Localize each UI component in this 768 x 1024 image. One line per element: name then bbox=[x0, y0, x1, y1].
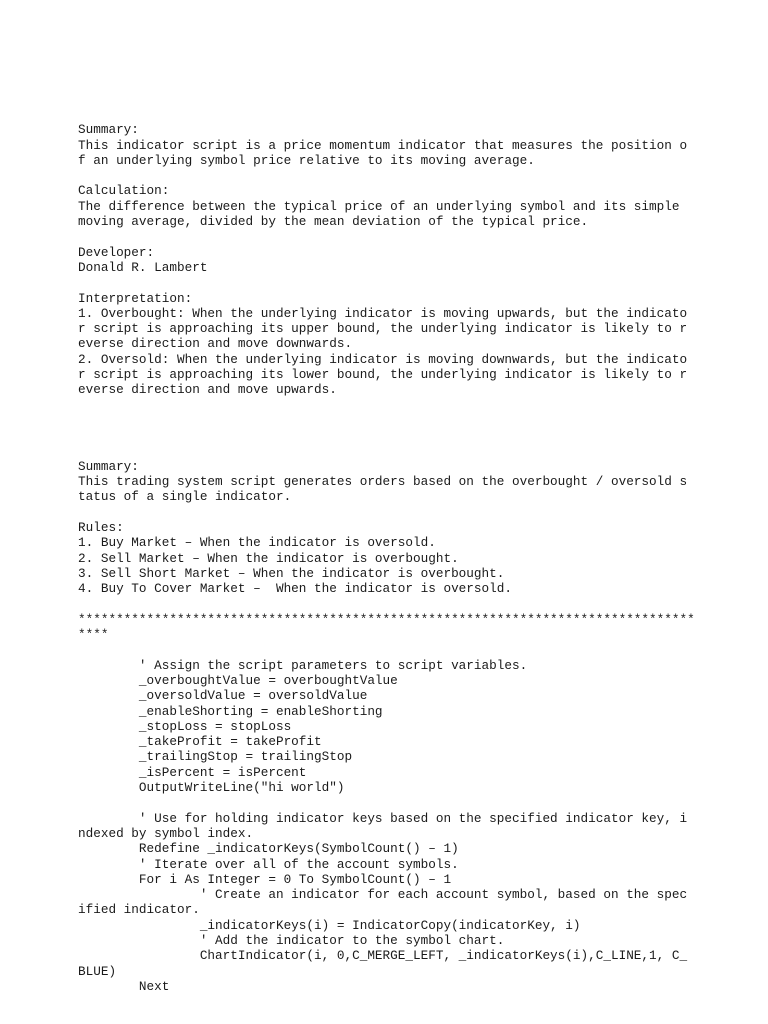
text-line: Developer: bbox=[78, 244, 155, 260]
text-line: 3. Sell Short Market – When the indicator is overbought. bbox=[78, 565, 505, 581]
script-text-body bbox=[78, 107, 698, 994]
text-line: 1. Overbought: When the underlying indicator is moving upwards, but the indicato bbox=[78, 305, 688, 321]
text-line bbox=[78, 275, 698, 290]
text-line: 2. Sell Market – When the indicator is overbought. bbox=[78, 550, 459, 566]
text-line: ' Add the indicator to the symbol chart. bbox=[78, 933, 505, 949]
text-line: f an underlying symbol price relative to its moving average. bbox=[78, 152, 535, 168]
text-line: Donald R. Lambert bbox=[78, 259, 208, 275]
text-line: _stopLoss = stopLoss bbox=[78, 718, 292, 734]
text-line: **** bbox=[78, 627, 109, 643]
text-line: Interpretation: bbox=[78, 290, 193, 306]
text-line bbox=[78, 795, 698, 810]
text-line: everse direction and move downwards. bbox=[78, 336, 353, 352]
text-line: everse direction and move upwards. bbox=[78, 382, 337, 398]
text-line bbox=[78, 597, 698, 612]
text-line: ' Create an indicator for each account symbol, based on the spec bbox=[78, 887, 688, 903]
text-line: r script is approaching its upper bound, the underlying indicator is likely to r bbox=[78, 321, 688, 337]
text-line: ChartIndicator(i, 0,C_MERGE_LEFT, _indicatorKeys(i),C_LINE,1, C_ bbox=[78, 948, 688, 964]
text-line: _enableShorting = enableShorting bbox=[78, 703, 383, 719]
text-line: ' Iterate over all of the account symbols. bbox=[78, 856, 459, 872]
text-line: _oversoldValue = oversoldValue bbox=[78, 688, 368, 704]
text-line: Rules: bbox=[78, 520, 124, 536]
text-line: 2. Oversold: When the underlying indicator is moving downwards, but the indicato bbox=[78, 351, 688, 367]
text-line bbox=[78, 168, 698, 183]
text-line: For i As Integer = 0 To SymbolCount() – 1 bbox=[78, 871, 452, 887]
text-line: OutputWriteLine("hi world") bbox=[78, 780, 345, 796]
text-line bbox=[78, 107, 698, 122]
text-line bbox=[78, 642, 698, 657]
text-line bbox=[78, 444, 698, 459]
text-line: BLUE) bbox=[78, 963, 117, 979]
text-line: This trading system script generates orders based on the overbought / oversold s bbox=[78, 474, 688, 490]
text-line bbox=[78, 398, 698, 413]
text-line: tatus of a single indicator. bbox=[78, 489, 292, 505]
text-line: Next bbox=[78, 978, 170, 994]
text-line: ndexed by symbol index. bbox=[78, 825, 254, 841]
text-line bbox=[78, 428, 698, 443]
text-line bbox=[78, 505, 698, 520]
text-line: _takeProfit = takeProfit bbox=[78, 734, 322, 750]
text-line: ' Use for holding indicator keys based on the specified indicator key, i bbox=[78, 810, 688, 826]
text-line: moving average, divided by the mean deviation of the typical price. bbox=[78, 214, 589, 230]
text-line: _indicatorKeys(i) = IndicatorCopy(indicatorKey, i) bbox=[78, 917, 581, 933]
text-line bbox=[78, 229, 698, 244]
text-line: _isPercent = isPercent bbox=[78, 764, 307, 780]
text-line: Redefine _indicatorKeys(SymbolCount() – 1) bbox=[78, 841, 459, 857]
text-line: This indicator script is a price momentum indicator that measures the position o bbox=[78, 137, 688, 153]
text-line bbox=[78, 413, 698, 428]
text-line: ' Assign the script parameters to script variables. bbox=[78, 657, 528, 673]
text-line: Calculation: bbox=[78, 183, 170, 199]
text-line: _overboughtValue = overboughtValue bbox=[78, 672, 398, 688]
text-line: The difference between the typical price of an underlying symbol and its simple bbox=[78, 198, 680, 214]
text-line: 4. Buy To Cover Market – When the indicator is oversold. bbox=[78, 581, 512, 597]
text-line: Summary: bbox=[78, 458, 139, 474]
text-line: Summary: bbox=[78, 122, 139, 138]
text-line: _trailingStop = trailingStop bbox=[78, 749, 353, 765]
text-line: 1. Buy Market – When the indicator is oversold. bbox=[78, 535, 436, 551]
text-line: r script is approaching its lower bound, the underlying indicator is likely to r bbox=[78, 367, 688, 383]
text-line: ********************************************************************************* bbox=[78, 611, 695, 627]
text-line: ified indicator. bbox=[78, 902, 200, 918]
